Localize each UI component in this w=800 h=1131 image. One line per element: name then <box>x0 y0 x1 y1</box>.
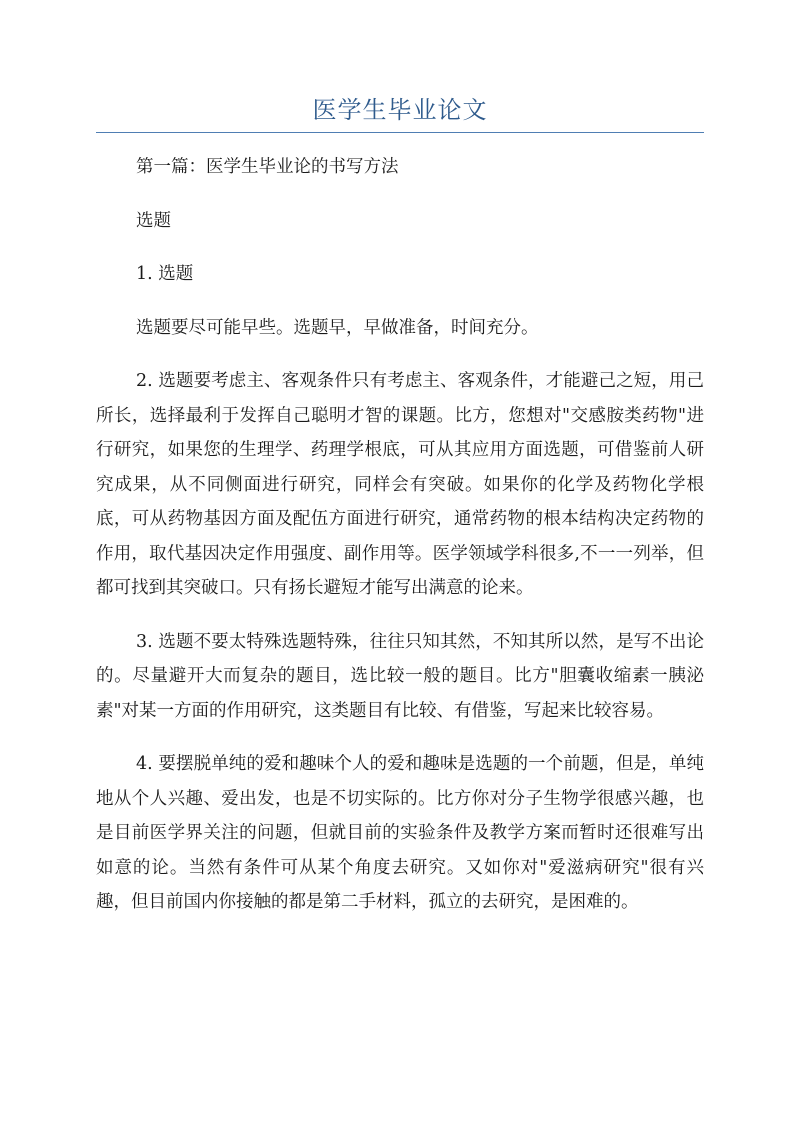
paragraph-3: 3. 选题不要太特殊选题特殊，往往只知其然，不知其所以然，是写不出论的。尽量避开大而复杂的题目，选比较一般的题目。比方"胆囊收缩素一胰泌素"对某一方面的作用研究，这类题目有比较、有借鉴，写起来比较容易。 <box>96 631 704 721</box>
heading-item-1: 1. 选题 <box>136 264 194 284</box>
title-underline <box>96 132 704 133</box>
paragraph-2: 2. 选题要考虑主、客观条件只有考虑主、客观条件，才能避己之短，用己所长，选择最利于发挥自己聪明才智的课题。比方，您想对"交感胺类药物"进行研究，如果您的生理学、药理学根底，可从其应用方面选题，可借鉴前人研究成果，从不同侧面进行研究，同样会有突破。如果你的化学及药物化学根底，可从药物基因方面及配伍方面进行研究，通常药物的根本结构决定药物的作用，取代基因决定作用强度、副作用等。医学领域学科很多,不一一列举，但都可找到其突破口。只有扬长避短才能写出满意的论来。 <box>96 371 704 598</box>
document-body <box>96 150 704 939</box>
paragraph-1: 选题要尽可能早些。选题早，早做准备，时间充分。 <box>136 317 539 338</box>
heading-chapter: 第一篇：医学生毕业论的书写方法 <box>136 157 399 177</box>
heading-section: 选题 <box>136 210 171 231</box>
paragraph-4: 4. 要摆脱单纯的爱和趣味个人的爱和趣味是选题的一个前题，但是，单纯地从个人兴趣、爱出发，也是不切实际的。比方你对分子生物学很感兴趣，也是目前医学界关注的问题，但就目前的实验条件及教学方案而暂时还很难写出如意的论。当然有条件可从某个角度去研究。又如你对"爱滋病研究"很有兴趣，但目前国内你接触的都是第二手材料，孤立的去研究，是困难的。 <box>96 754 704 912</box>
document-title: 医学生毕业论文 <box>312 96 488 124</box>
